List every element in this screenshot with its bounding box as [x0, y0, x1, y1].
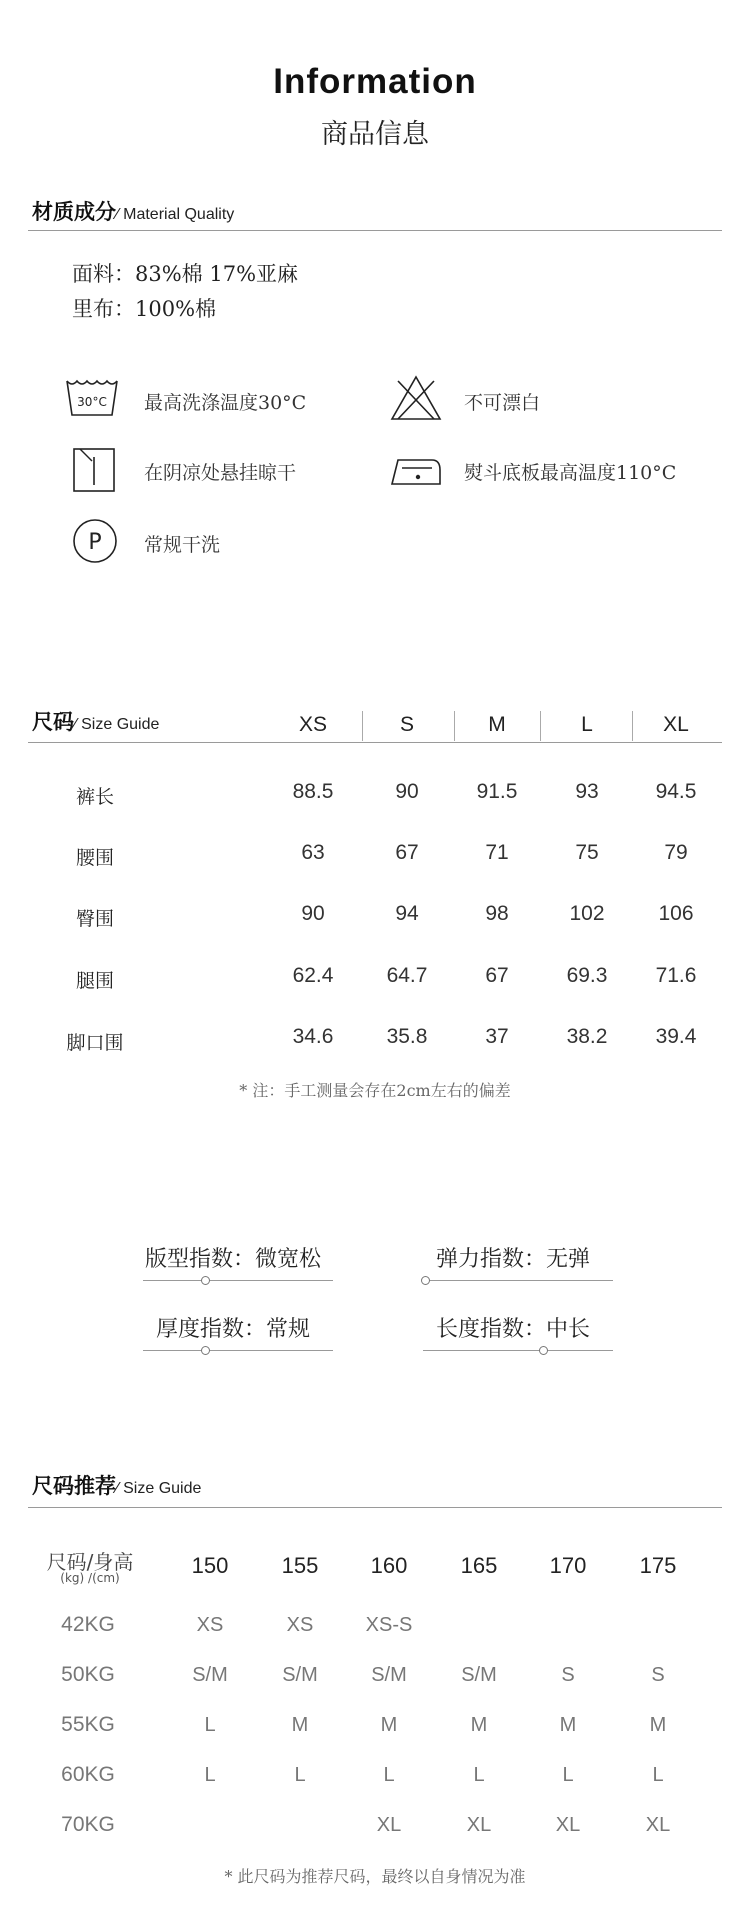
- material-section-title: [32, 196, 234, 226]
- length-index-marker: [539, 1346, 548, 1355]
- size-cell: 90: [301, 902, 325, 925]
- thickness-index-track: [143, 1350, 333, 1351]
- size-cell: 79: [664, 841, 688, 864]
- recommend-corner-label: 尺码/身高: [46, 1550, 134, 1574]
- recommend-cell: M: [649, 1714, 667, 1736]
- size-col-separator: [632, 711, 633, 741]
- size-cell: 39.4: [655, 1025, 697, 1048]
- stretch-index-track: [423, 1280, 613, 1281]
- size-cell: 98: [485, 902, 509, 925]
- material-title-en: ⁄ Material Quality: [116, 206, 235, 223]
- recommend-cell: XS: [286, 1614, 314, 1636]
- recommend-cell: XL: [555, 1814, 581, 1836]
- iron-110-icon: [388, 450, 444, 498]
- weight-row-label: 55KG: [61, 1713, 115, 1736]
- size-cell: 94: [395, 902, 419, 925]
- weight-row-label: 50KG: [61, 1663, 115, 1686]
- size-cell: 62.4: [292, 964, 334, 987]
- height-col: 160: [370, 1553, 408, 1578]
- size-cell: 90: [395, 780, 419, 803]
- size-cell: 63: [301, 841, 325, 864]
- size-cell: 71.6: [655, 964, 697, 987]
- recommend-corner-units: (kg) /(cm): [60, 1571, 120, 1585]
- size-title-en: ⁄ Size Guide: [74, 716, 160, 733]
- size-col-s: S: [399, 713, 414, 736]
- page-title: Information: [273, 62, 477, 101]
- size-cell: 35.8: [386, 1025, 428, 1048]
- size-col-xs: XS: [298, 713, 327, 736]
- size-cell: 34.6: [292, 1025, 334, 1048]
- recommend-cell: XL: [645, 1814, 671, 1836]
- recommend-cell: L: [652, 1764, 664, 1786]
- size-col-separator: [362, 711, 363, 741]
- size-cell: 64.7: [386, 964, 428, 987]
- size-cell: 106: [658, 902, 694, 925]
- recommend-cell: L: [383, 1764, 395, 1786]
- recommend-cell: S: [561, 1664, 575, 1686]
- care-wash-text: 最高洗涤温度30°C: [144, 392, 307, 414]
- size-cell: 91.5: [476, 780, 518, 803]
- size-measurement-note: * 注：手工测量会存在2cm左右的偏差: [239, 1081, 511, 1100]
- recommend-cell: XL: [376, 1814, 402, 1836]
- recommend-cell: XL: [466, 1814, 492, 1836]
- svg-text:P: P: [88, 530, 102, 555]
- size-cell: 67: [395, 841, 419, 864]
- care-dryclean-text: 常规干洗: [144, 534, 221, 556]
- size-row-label: 臀围: [75, 908, 114, 930]
- fit-index-track: [143, 1280, 333, 1281]
- length-index-label: 长度指数：中长: [435, 1317, 590, 1342]
- recommend-cell: M: [470, 1714, 488, 1736]
- size-cell: 102: [569, 902, 605, 925]
- recommend-cell: S: [651, 1664, 665, 1686]
- recommend-cell: M: [559, 1714, 577, 1736]
- care-bleach-text: 不可漂白: [464, 392, 541, 414]
- svg-text:30°C: 30°C: [77, 395, 107, 409]
- recommend-cell: XS-S: [365, 1614, 413, 1636]
- size-cell: 71: [485, 841, 509, 864]
- recommend-note: * 此尺码为推荐尺码，最终以自身情况为准: [224, 1867, 526, 1886]
- height-col: 170: [549, 1553, 587, 1578]
- recommend-cell: S/M: [371, 1664, 407, 1686]
- material-title-cn: 材质成分: [32, 200, 116, 224]
- size-divider: [28, 742, 722, 743]
- fit-index-marker: [201, 1276, 210, 1285]
- recommend-cell: XS: [196, 1614, 224, 1636]
- size-cell: 67: [485, 964, 509, 987]
- weight-row-label: 60KG: [61, 1763, 115, 1786]
- thickness-index-marker: [201, 1346, 210, 1355]
- care-dry-text: 在阴凉处悬挂晾干: [144, 462, 297, 484]
- lining-composition: 里布：100%棉: [72, 297, 217, 321]
- recommend-cell: S/M: [192, 1664, 228, 1686]
- size-cell: 37: [485, 1025, 509, 1048]
- recommend-divider: [28, 1507, 722, 1508]
- size-cell: 94.5: [655, 780, 697, 803]
- size-row-label: 裤长: [75, 786, 114, 808]
- care-iron-text: 熨斗底板最高温度110°C: [464, 462, 677, 484]
- size-cell: 93: [575, 780, 599, 803]
- recommend-cell: L: [294, 1764, 306, 1786]
- recommend-cell: S/M: [282, 1664, 318, 1686]
- size-col-l: L: [581, 713, 593, 736]
- size-cell: 75: [575, 841, 599, 864]
- recommend-cell: L: [204, 1764, 216, 1786]
- size-row-label: 脚口围: [66, 1032, 124, 1054]
- size-cell: 69.3: [566, 964, 608, 987]
- recommend-title-cn: 尺码推荐: [32, 1474, 116, 1498]
- recommend-section-title: [32, 1470, 201, 1500]
- size-row-label: 腿围: [75, 970, 114, 992]
- height-col: 150: [191, 1553, 229, 1578]
- recommend-cell: M: [291, 1714, 309, 1736]
- recommend-cell: L: [473, 1764, 485, 1786]
- line-dry-shade-icon: [70, 445, 126, 493]
- stretch-index-marker: [421, 1276, 430, 1285]
- size-section-title: [32, 706, 159, 736]
- size-col-separator: [540, 711, 541, 741]
- wash-30-icon: [64, 375, 120, 423]
- size-col-separator: [454, 711, 455, 741]
- size-cell: 38.2: [566, 1025, 608, 1048]
- size-col-m: M: [488, 713, 506, 736]
- height-col: 155: [281, 1553, 319, 1578]
- size-col-xl: XL: [663, 713, 689, 736]
- thickness-index-label: 厚度指数：常规: [155, 1317, 310, 1342]
- recommend-cell: L: [562, 1764, 574, 1786]
- size-title-cn: 尺码: [32, 710, 74, 734]
- recommend-cell: M: [380, 1714, 398, 1736]
- dry-clean-p-icon: [70, 516, 126, 564]
- recommend-title-en: ⁄ Size Guide: [116, 1480, 202, 1497]
- size-cell: 88.5: [292, 780, 334, 803]
- height-col: 175: [639, 1553, 677, 1578]
- weight-row-label: 70KG: [61, 1813, 115, 1836]
- fit-index-label: 版型指数：微宽松: [144, 1247, 321, 1272]
- height-col: 165: [460, 1553, 498, 1578]
- recommend-cell: S/M: [461, 1664, 497, 1686]
- recommend-cell: L: [204, 1714, 216, 1736]
- material-divider: [28, 230, 722, 231]
- page-subtitle: 商品信息: [321, 119, 429, 150]
- length-index-track: [423, 1350, 613, 1351]
- stretch-index-label: 弹力指数：无弹: [435, 1247, 590, 1272]
- size-row-label: 腰围: [75, 847, 114, 869]
- no-bleach-icon: [388, 373, 444, 421]
- weight-row-label: 42KG: [61, 1613, 115, 1636]
- fabric-composition: 面料：83%棉 17%亚麻: [72, 262, 299, 286]
